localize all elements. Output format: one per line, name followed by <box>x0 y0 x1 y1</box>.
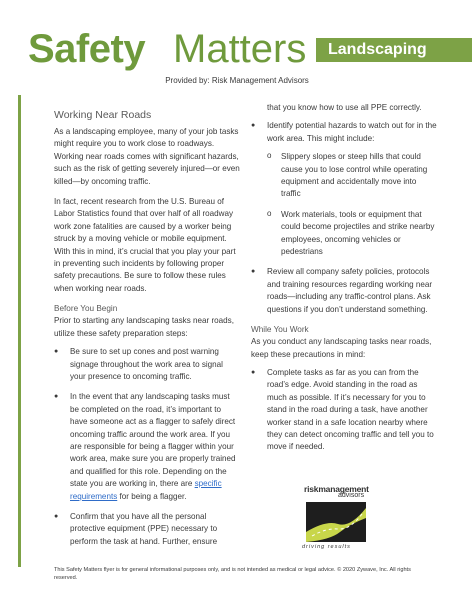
hazard-list <box>251 120 437 316</box>
title-safety: Safety <box>28 27 146 71</box>
while-intro: As you conduct any landscaping tasks near roads, keep these precautions in mind: <box>251 337 432 359</box>
road-logo-icon <box>306 502 366 542</box>
logo-tagline: driving results <box>302 544 351 550</box>
before-intro: Prior to starting any landscaping tasks near roads, utilize these safety preparation steps: <box>54 316 234 338</box>
list-item: ● Be sure to set up cones and post warning signage throughout the work area to signal your presence to oncoming traffic. <box>54 346 240 383</box>
specific-requirements-link[interactable]: specific requirements <box>70 479 222 501</box>
company-logo <box>300 484 378 552</box>
accent-bar <box>18 95 21 567</box>
continuation-text: that you know how to use all PPE correctly. <box>267 103 422 112</box>
while-list <box>251 367 437 454</box>
provided-by: Provided by: Risk Management Advisors <box>165 76 309 85</box>
list-item: ● Complete tasks as far as you can from the road’s edge. Avoid standing in the road as much as possible. If it’s necessary for you to stand in the road during a task, have another worker stand in a safe location nearby where they can detect oncoming traffic and tell you to move if needed. <box>251 367 437 454</box>
list-item-text: In the event that any landscaping tasks must be completed on the road, it’s important to have someone act as a flagger to safely direct oncoming traffic around the work area. If you are responsible for being a flagger within your work area, make sure you are properly trained and qualified for this role. Depending on the state you are working in, there are <box>70 392 236 489</box>
topic-tag: Landscaping <box>316 38 472 62</box>
footer-disclaimer: This Safety Matters flyer is for general informational purposes only, and is not intended as medical or legal advice. © 2020 Zywave, Inc. All rights reserved. <box>54 567 411 581</box>
logo-wordmark: riskmanagement <box>304 484 369 494</box>
header <box>28 14 458 72</box>
sublist-item: o Work materials, tools or equipment that could become projectiles and strike nearby employees, oncoming vehicles or pedestrians <box>267 209 437 259</box>
list-item-text: for being a flagger. <box>117 491 187 501</box>
hazard-sublist <box>267 151 437 258</box>
sublist-item: o Slippery slopes or steep hills that could cause you to lose control while operating equipment and accidentally move into traffic <box>267 151 437 201</box>
logo-subword: advisors <box>338 492 365 499</box>
section-heading: Working Near Roads <box>54 109 152 121</box>
right-column <box>251 103 437 462</box>
research-paragraph: In fact, recent research from the U.S. Bureau of Labor Statistics found that over half of all roadway work zone fatalities are caused by a worker being struck by a moving vehicle or mobile equipment. With this in mind, it’s crucial that you play your part in preventing such incidents by following proper safety precautions. Be sure to follow these rules when working near roads. <box>54 197 236 293</box>
title-matters: Matters <box>173 27 307 71</box>
list-item <box>54 391 240 503</box>
left-column <box>54 108 240 556</box>
subheading-before-you-begin: Before You Begin <box>54 304 118 314</box>
list-item: ● Confirm that you have all the personal protective equipment (PPE) necessary to perform the task at hand. Further, ensure <box>54 511 240 548</box>
before-list <box>54 346 240 548</box>
list-item-text: Identify potential hazards to watch out for in the work area. This might include: <box>267 121 437 143</box>
list-item <box>251 120 437 258</box>
intro-paragraph: As a landscaping employee, many of your job tasks might require you to work close to roadways. Working near roads comes with significant hazards, such as the risk of getting severely injured—or even killed—by oncoming traffic. <box>54 127 240 186</box>
subheading-while-you-work: While You Work <box>251 325 309 335</box>
list-item: ● Review all company safety policies, protocols and training resources regarding working near roads—including any traffic-control plans. Ask questions if you don’t understand something. <box>251 266 437 316</box>
